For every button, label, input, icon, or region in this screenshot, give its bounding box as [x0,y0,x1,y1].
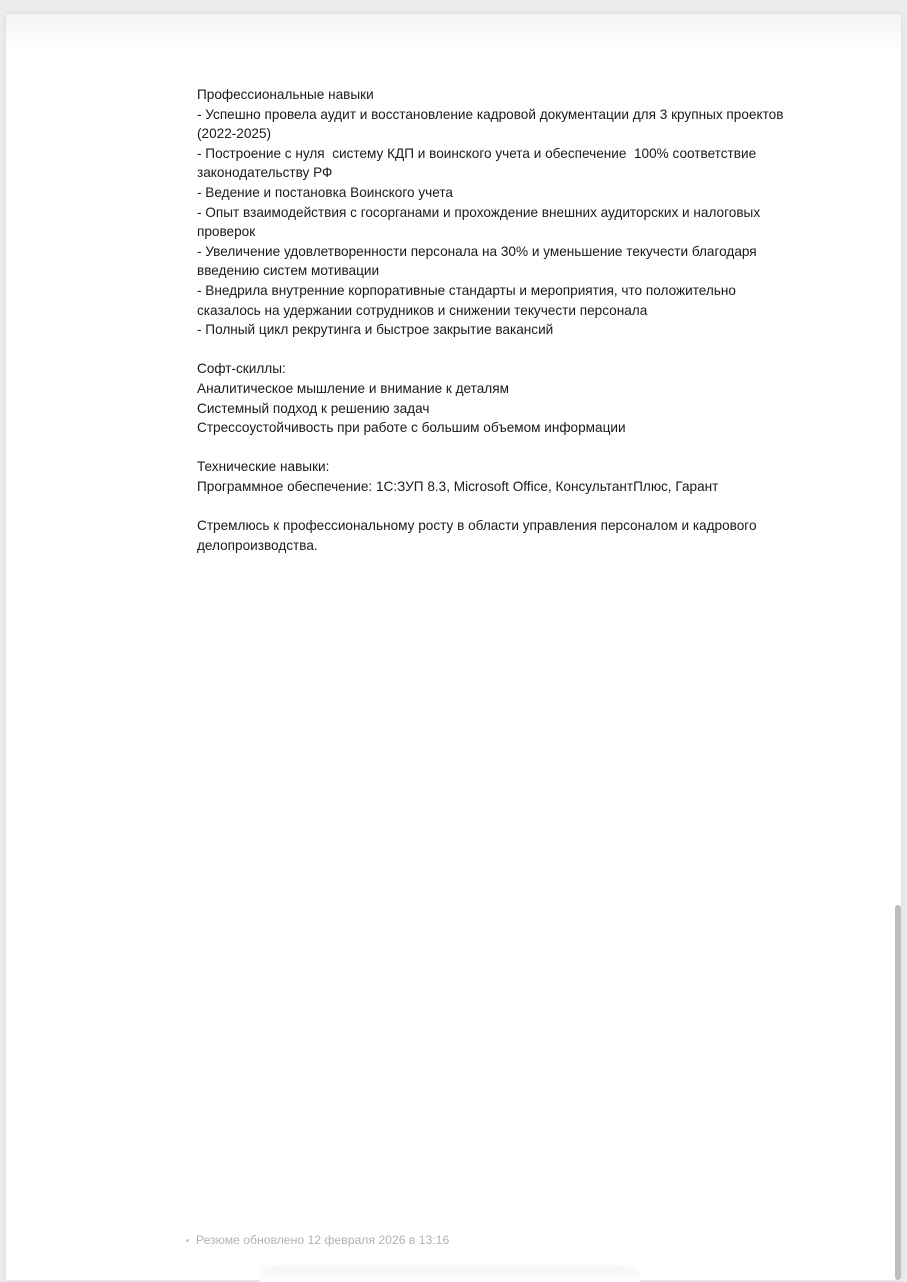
text-line: проверок [197,224,256,240]
resume-content [197,85,837,575]
text-line: - Построение с нуля систему КДП и воинского учета и обеспечение 100% соответствие [197,145,757,161]
resume-page [6,14,901,1280]
resume-updated-text: Резюме обновлено 12 февраля 2026 в 13:16 [196,1233,450,1247]
page-top-shade [6,14,901,54]
text-line: - Опыт взаимодействия с госорганами и прохождение внешних аудиторских и налоговых [197,204,761,220]
section-heading: Технические навыки: [197,459,330,475]
text-line: - Ведение и постановка Воинского учета [197,184,453,200]
text-line: введению систем мотивации [197,263,380,279]
section-heading: Профессиональные навыки [197,87,374,102]
text-line: Стремлюсь к профессиональному росту в области управления персоналом и кадрового [197,518,757,534]
text-line: сказалось на удержании сотрудников и снижении текучести персонала [197,302,648,318]
section-goal [197,516,837,555]
text-line: - Увеличение удовлетворенности персонала на 30% и уменьшение текучести благодаря [197,243,757,259]
text-line: законодательству РФ [197,165,333,181]
bullet-dot-icon [186,1239,189,1242]
section-professional-skills [197,85,837,340]
text-line: Аналитическое мышление и внимание к деталям [197,380,509,396]
text-line: Стрессоустойчивость при работе с большим объемом информации [197,420,626,436]
section-heading: Софт-скиллы: [197,361,286,377]
resume-updated-footer [186,1233,449,1247]
text-line: Системный подход к решению задач [197,400,430,416]
text-line: (2022-2025) [197,126,272,142]
section-soft-skills [197,359,837,437]
text-line: - Успешно провела аудит и восстановление кадровой документации для 3 крупных проектов [197,106,784,122]
text-line: - Внедрила внутренние корпоративные стандарты и мероприятия, что положительно [197,282,736,298]
text-line: делопроизводства. [197,537,318,553]
scrollbar-thumb[interactable] [895,905,901,1280]
text-line: Программное обеспечение: 1С:ЗУП 8.3, Microsoft Office, КонсультантПлюс, Гарант [197,478,719,494]
section-technical-skills [197,457,837,496]
text-line: - Полный цикл рекрутинга и быстрое закрытие вакансий [197,322,554,338]
